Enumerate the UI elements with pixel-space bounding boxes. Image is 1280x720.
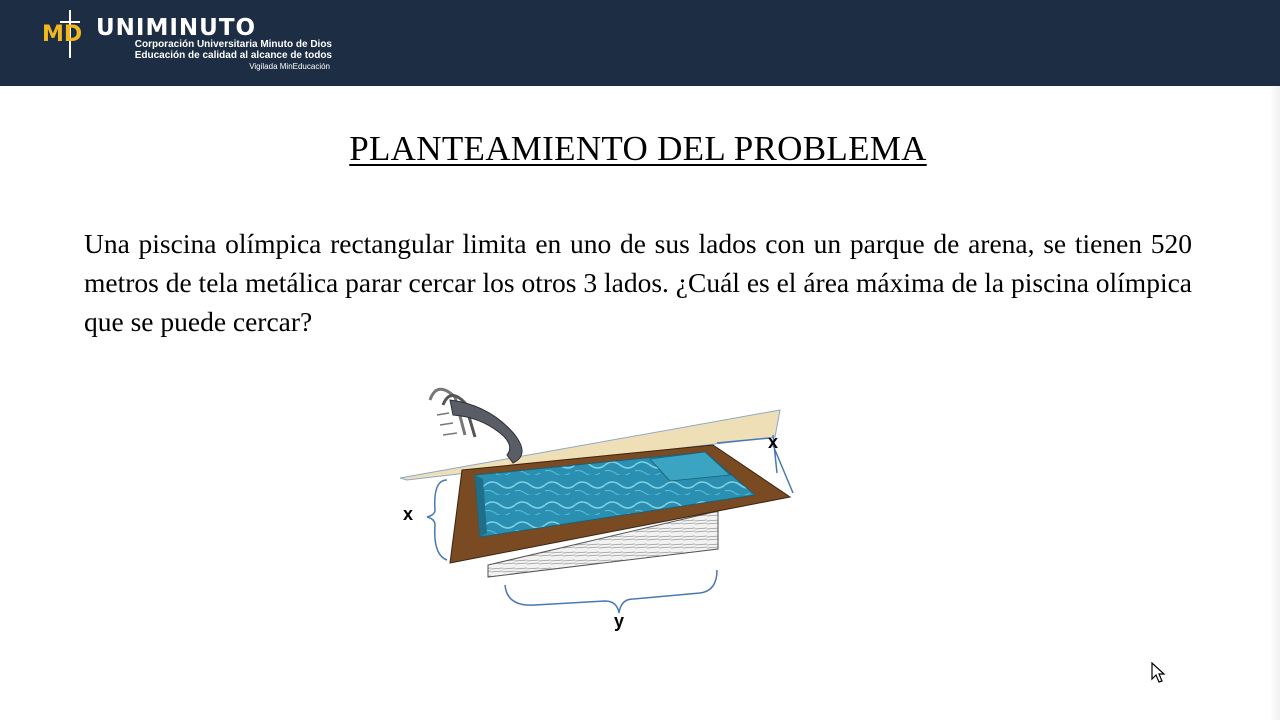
label-y: y <box>614 611 625 631</box>
logo-md-icon <box>40 8 96 64</box>
brand-line-3: Vigilada MinEducación <box>249 62 330 71</box>
pool-slide <box>430 389 522 463</box>
brand-line-1: Corporación Universitaria Minuto de Dios <box>134 39 332 50</box>
slide-right-edge <box>1270 86 1280 720</box>
uniminuto-logo <box>40 8 340 78</box>
brace-left-x <box>427 480 447 560</box>
brace-bottom-y <box>505 570 717 613</box>
problem-statement: Una piscina olímpica rectangular limita en uno de sus lados con un parque de arena, se tienen 520 metros de tela metálica parar cercar los otros 3 lados. ¿Cuál es el área máxima de la piscina olímpica que se puede cercar? <box>84 228 1192 337</box>
mouse-cursor-icon <box>1151 662 1167 684</box>
pool-diagram <box>395 375 805 635</box>
label-x-right: x <box>768 432 779 452</box>
logo-initials: MD <box>42 22 83 47</box>
brand-name: UNIMINUTO <box>96 15 257 41</box>
slide-title: PLANTEAMIENTO DEL PROBLEMA <box>349 129 927 168</box>
header-bar <box>0 0 1280 86</box>
label-x-left: x <box>403 504 414 524</box>
brand-line-2: Educación de calidad al alcance de todos <box>134 50 332 61</box>
